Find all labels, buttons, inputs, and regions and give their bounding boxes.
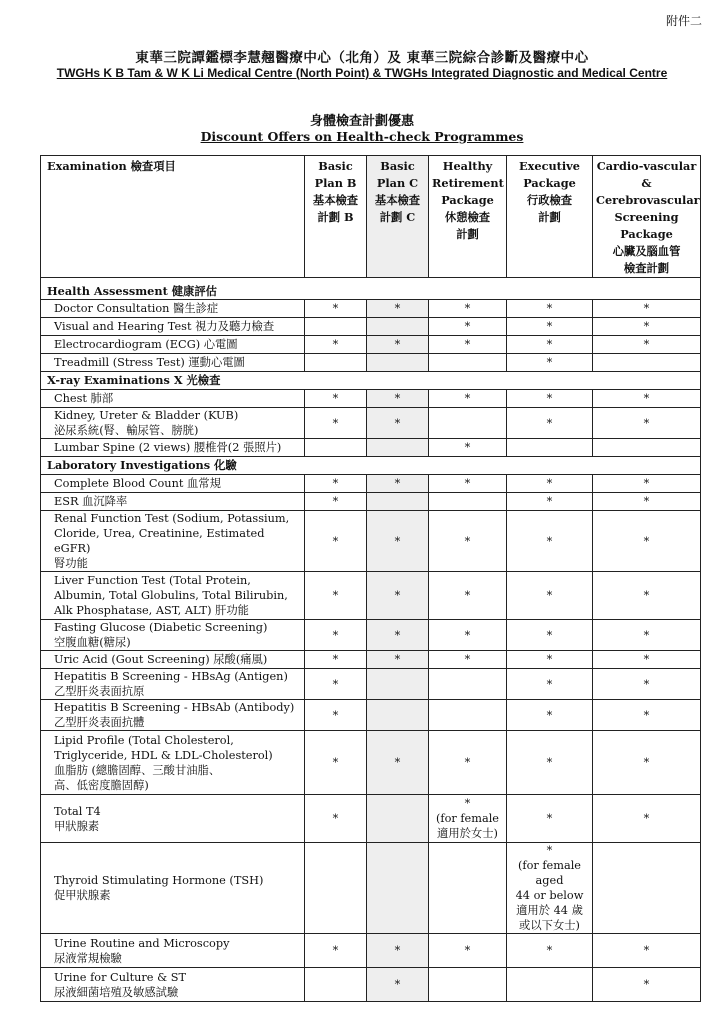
examination-item: Chest 肺部 (41, 390, 305, 408)
inclusion-mark: * (305, 300, 367, 318)
inclusion-mark: * (367, 934, 429, 968)
inclusion-mark: * (593, 795, 701, 843)
programme-title-english: Discount Offers on Health-check Programmes (200, 129, 524, 144)
inclusion-mark: * (593, 390, 701, 408)
table-row (41, 511, 701, 572)
inclusion-mark: * (429, 934, 507, 968)
table-row (41, 651, 701, 669)
table-row (41, 620, 701, 651)
inclusion-mark: * (507, 620, 593, 651)
table-row (41, 934, 701, 968)
inclusion-mark (429, 968, 507, 1002)
column-header-plan: Executive Package 行政檢查 計劃 (507, 156, 593, 278)
column-header-plan: Cardio-vascular & Cerebrovascular Screening Package 心臟及腦血管 檢查計劃 (593, 156, 701, 278)
annex-label: 附件二 (665, 14, 702, 28)
inclusion-mark: * (429, 300, 507, 318)
examination-item: Fasting Glucose (Diabetic Screening) 空腹血糖(糖尿) (41, 620, 305, 651)
inclusion-mark: * (593, 336, 701, 354)
examination-item: Urine for Culture & ST 尿液細菌培殖及敏感試驗 (41, 968, 305, 1002)
inclusion-mark: * (507, 934, 593, 968)
table-row (41, 318, 701, 336)
examination-item: Kidney, Ureter & Bladder (KUB) 泌尿系統(腎、輸尿管、膀胱) (41, 408, 305, 439)
examination-item: Lipid Profile (Total Cholesterol, Triglyceride, HDL & LDL-Cholesterol) 血脂肪 (總膽固醇、三酸甘油脂、 高、低密度膽固醇) (41, 731, 305, 795)
inclusion-mark: * (305, 390, 367, 408)
table-row (41, 439, 701, 457)
inclusion-mark: * (429, 439, 507, 457)
inclusion-mark (593, 843, 701, 934)
inclusion-mark (367, 700, 429, 731)
section-heading: Health Assessment 健康評估 (41, 278, 701, 300)
examination-item: Thyroid Stimulating Hormone (TSH) 促甲狀腺素 (41, 843, 305, 934)
examination-item: Hepatitis B Screening - HBsAg (Antigen) 乙型肝炎表面抗原 (41, 669, 305, 700)
health-check-table (40, 155, 701, 1002)
inclusion-mark: * (507, 336, 593, 354)
inclusion-mark: * (593, 572, 701, 620)
inclusion-mark (305, 843, 367, 934)
inclusion-mark (507, 968, 593, 1002)
programme-title-chinese: 身體檢查計劃優惠 (309, 114, 414, 129)
inclusion-mark: * (593, 300, 701, 318)
inclusion-mark: * (367, 651, 429, 669)
inclusion-mark: * (305, 511, 367, 572)
inclusion-mark: * (429, 318, 507, 336)
examination-item: Uric Acid (Gout Screening) 尿酸(痛風) (41, 651, 305, 669)
examination-item: Hepatitis B Screening - HBsAb (Antibody) 乙型肝炎表面抗體 (41, 700, 305, 731)
inclusion-mark (367, 354, 429, 372)
inclusion-mark: * (507, 493, 593, 511)
table-body (41, 278, 701, 1002)
table-row (41, 408, 701, 439)
inclusion-mark: * (305, 700, 367, 731)
examination-item: Doctor Consultation 醫生診症 (41, 300, 305, 318)
table-row (41, 968, 701, 1002)
table-row (41, 731, 701, 795)
inclusion-mark: * (593, 700, 701, 731)
inclusion-mark: * (429, 390, 507, 408)
examination-item: Visual and Hearing Test 視力及聽力檢查 (41, 318, 305, 336)
section-row (41, 372, 701, 390)
inclusion-mark: * (429, 511, 507, 572)
table-row (41, 390, 701, 408)
examination-item: Liver Function Test (Total Protein, Albumin, Total Globulins, Total Bilirubin, Alk Phosphatase, AST, ALT) 肝功能 (41, 572, 305, 620)
inclusion-mark: * (429, 731, 507, 795)
inclusion-mark (429, 669, 507, 700)
inclusion-mark (593, 354, 701, 372)
table-row (41, 669, 701, 700)
inclusion-mark: * (367, 336, 429, 354)
inclusion-mark: * (367, 300, 429, 318)
inclusion-mark: * (507, 511, 593, 572)
inclusion-mark: * (305, 651, 367, 669)
inclusion-mark (429, 493, 507, 511)
inclusion-mark: * (507, 700, 593, 731)
examination-item: Renal Function Test (Sodium, Potassium, Cloride, Urea, Creatinine, Estimated eGFR) 腎功能 (41, 511, 305, 572)
inclusion-mark: * (593, 620, 701, 651)
inclusion-mark (429, 700, 507, 731)
inclusion-mark: * (507, 475, 593, 493)
section-row (41, 278, 701, 300)
inclusion-mark (367, 669, 429, 700)
section-heading: X-ray Examinations X 光檢查 (41, 372, 701, 390)
inclusion-mark (429, 408, 507, 439)
inclusion-mark: * (305, 572, 367, 620)
inclusion-mark: * (593, 318, 701, 336)
column-header-plan: Healthy Retirement Package 休憩檢查 計劃 (429, 156, 507, 278)
inclusion-mark: * (593, 731, 701, 795)
inclusion-mark: * (for female 適用於女士) (429, 795, 507, 843)
inclusion-mark: * (305, 475, 367, 493)
inclusion-mark: * (429, 651, 507, 669)
inclusion-mark: * (429, 572, 507, 620)
inclusion-mark: * (367, 475, 429, 493)
inclusion-mark: * (305, 620, 367, 651)
inclusion-mark: * (507, 669, 593, 700)
centre-title-chinese: 東華三院譚鑑標李慧翹醫療中心（北角）及 東華三院綜合診斷及醫療中心 (135, 50, 589, 66)
inclusion-mark: * (593, 934, 701, 968)
inclusion-mark: * (305, 336, 367, 354)
inclusion-mark: * (305, 934, 367, 968)
table-row (41, 475, 701, 493)
inclusion-mark: * (593, 408, 701, 439)
inclusion-mark: * (367, 620, 429, 651)
column-header-plan: Basic Plan B 基本檢查 計劃 B (305, 156, 367, 278)
inclusion-mark: * (507, 651, 593, 669)
inclusion-mark: * (367, 968, 429, 1002)
table-row (41, 336, 701, 354)
inclusion-mark: * (507, 354, 593, 372)
table-row (41, 795, 701, 843)
inclusion-mark: * (367, 511, 429, 572)
inclusion-mark (305, 439, 367, 457)
table-row (41, 700, 701, 731)
inclusion-mark (429, 843, 507, 934)
inclusion-mark: * (593, 493, 701, 511)
inclusion-mark (593, 439, 701, 457)
examination-item: Urine Routine and Microscopy 尿液常規檢驗 (41, 934, 305, 968)
inclusion-mark (305, 968, 367, 1002)
inclusion-mark: * (305, 493, 367, 511)
inclusion-mark: * (507, 300, 593, 318)
examination-item: Treadmill (Stress Test) 運動心電圖 (41, 354, 305, 372)
inclusion-mark: * (for female aged 44 or below 適用於 44 歲 或以下女士) (507, 843, 593, 934)
column-header-plan: Basic Plan C 基本檢查 計劃 C (367, 156, 429, 278)
examination-item: Total T4 甲狀腺素 (41, 795, 305, 843)
inclusion-mark: * (593, 968, 701, 1002)
inclusion-mark: * (367, 572, 429, 620)
section-row (41, 457, 701, 475)
inclusion-mark: * (593, 511, 701, 572)
inclusion-mark (429, 354, 507, 372)
table-row (41, 572, 701, 620)
table-row (41, 300, 701, 318)
inclusion-mark: * (367, 731, 429, 795)
inclusion-mark: * (367, 408, 429, 439)
inclusion-mark: * (507, 572, 593, 620)
inclusion-mark (367, 843, 429, 934)
inclusion-mark: * (593, 669, 701, 700)
inclusion-mark: * (305, 408, 367, 439)
inclusion-mark (367, 318, 429, 336)
examination-item: Complete Blood Count 血常規 (41, 475, 305, 493)
centre-title-english: TWGHs K B Tam & W K Li Medical Centre (North Point) & TWGHs Integrated Diagnostic and Medical Centre (56, 66, 668, 80)
inclusion-mark: * (429, 336, 507, 354)
examination-item: Lumbar Spine (2 views) 腰椎骨(2 張照片) (41, 439, 305, 457)
inclusion-mark: * (429, 620, 507, 651)
inclusion-mark (367, 795, 429, 843)
examination-item: ESR 血沉降率 (41, 493, 305, 511)
inclusion-mark (305, 354, 367, 372)
inclusion-mark: * (507, 408, 593, 439)
inclusion-mark (367, 439, 429, 457)
inclusion-mark (507, 439, 593, 457)
inclusion-mark: * (593, 651, 701, 669)
inclusion-mark: * (367, 390, 429, 408)
inclusion-mark: * (507, 731, 593, 795)
inclusion-mark: * (507, 795, 593, 843)
examination-item: Electrocardiogram (ECG) 心電圖 (41, 336, 305, 354)
inclusion-mark: * (507, 390, 593, 408)
inclusion-mark: * (305, 731, 367, 795)
inclusion-mark: * (507, 318, 593, 336)
table-row (41, 354, 701, 372)
section-heading: Laboratory Investigations 化驗 (41, 457, 701, 475)
table-header-row (41, 156, 701, 278)
inclusion-mark: * (305, 669, 367, 700)
inclusion-mark (305, 318, 367, 336)
table-row (41, 843, 701, 934)
table-row (41, 493, 701, 511)
inclusion-mark: * (429, 475, 507, 493)
inclusion-mark: * (305, 795, 367, 843)
inclusion-mark (367, 493, 429, 511)
inclusion-mark: * (593, 475, 701, 493)
column-header-examination: Examination 檢查項目 (41, 156, 305, 278)
